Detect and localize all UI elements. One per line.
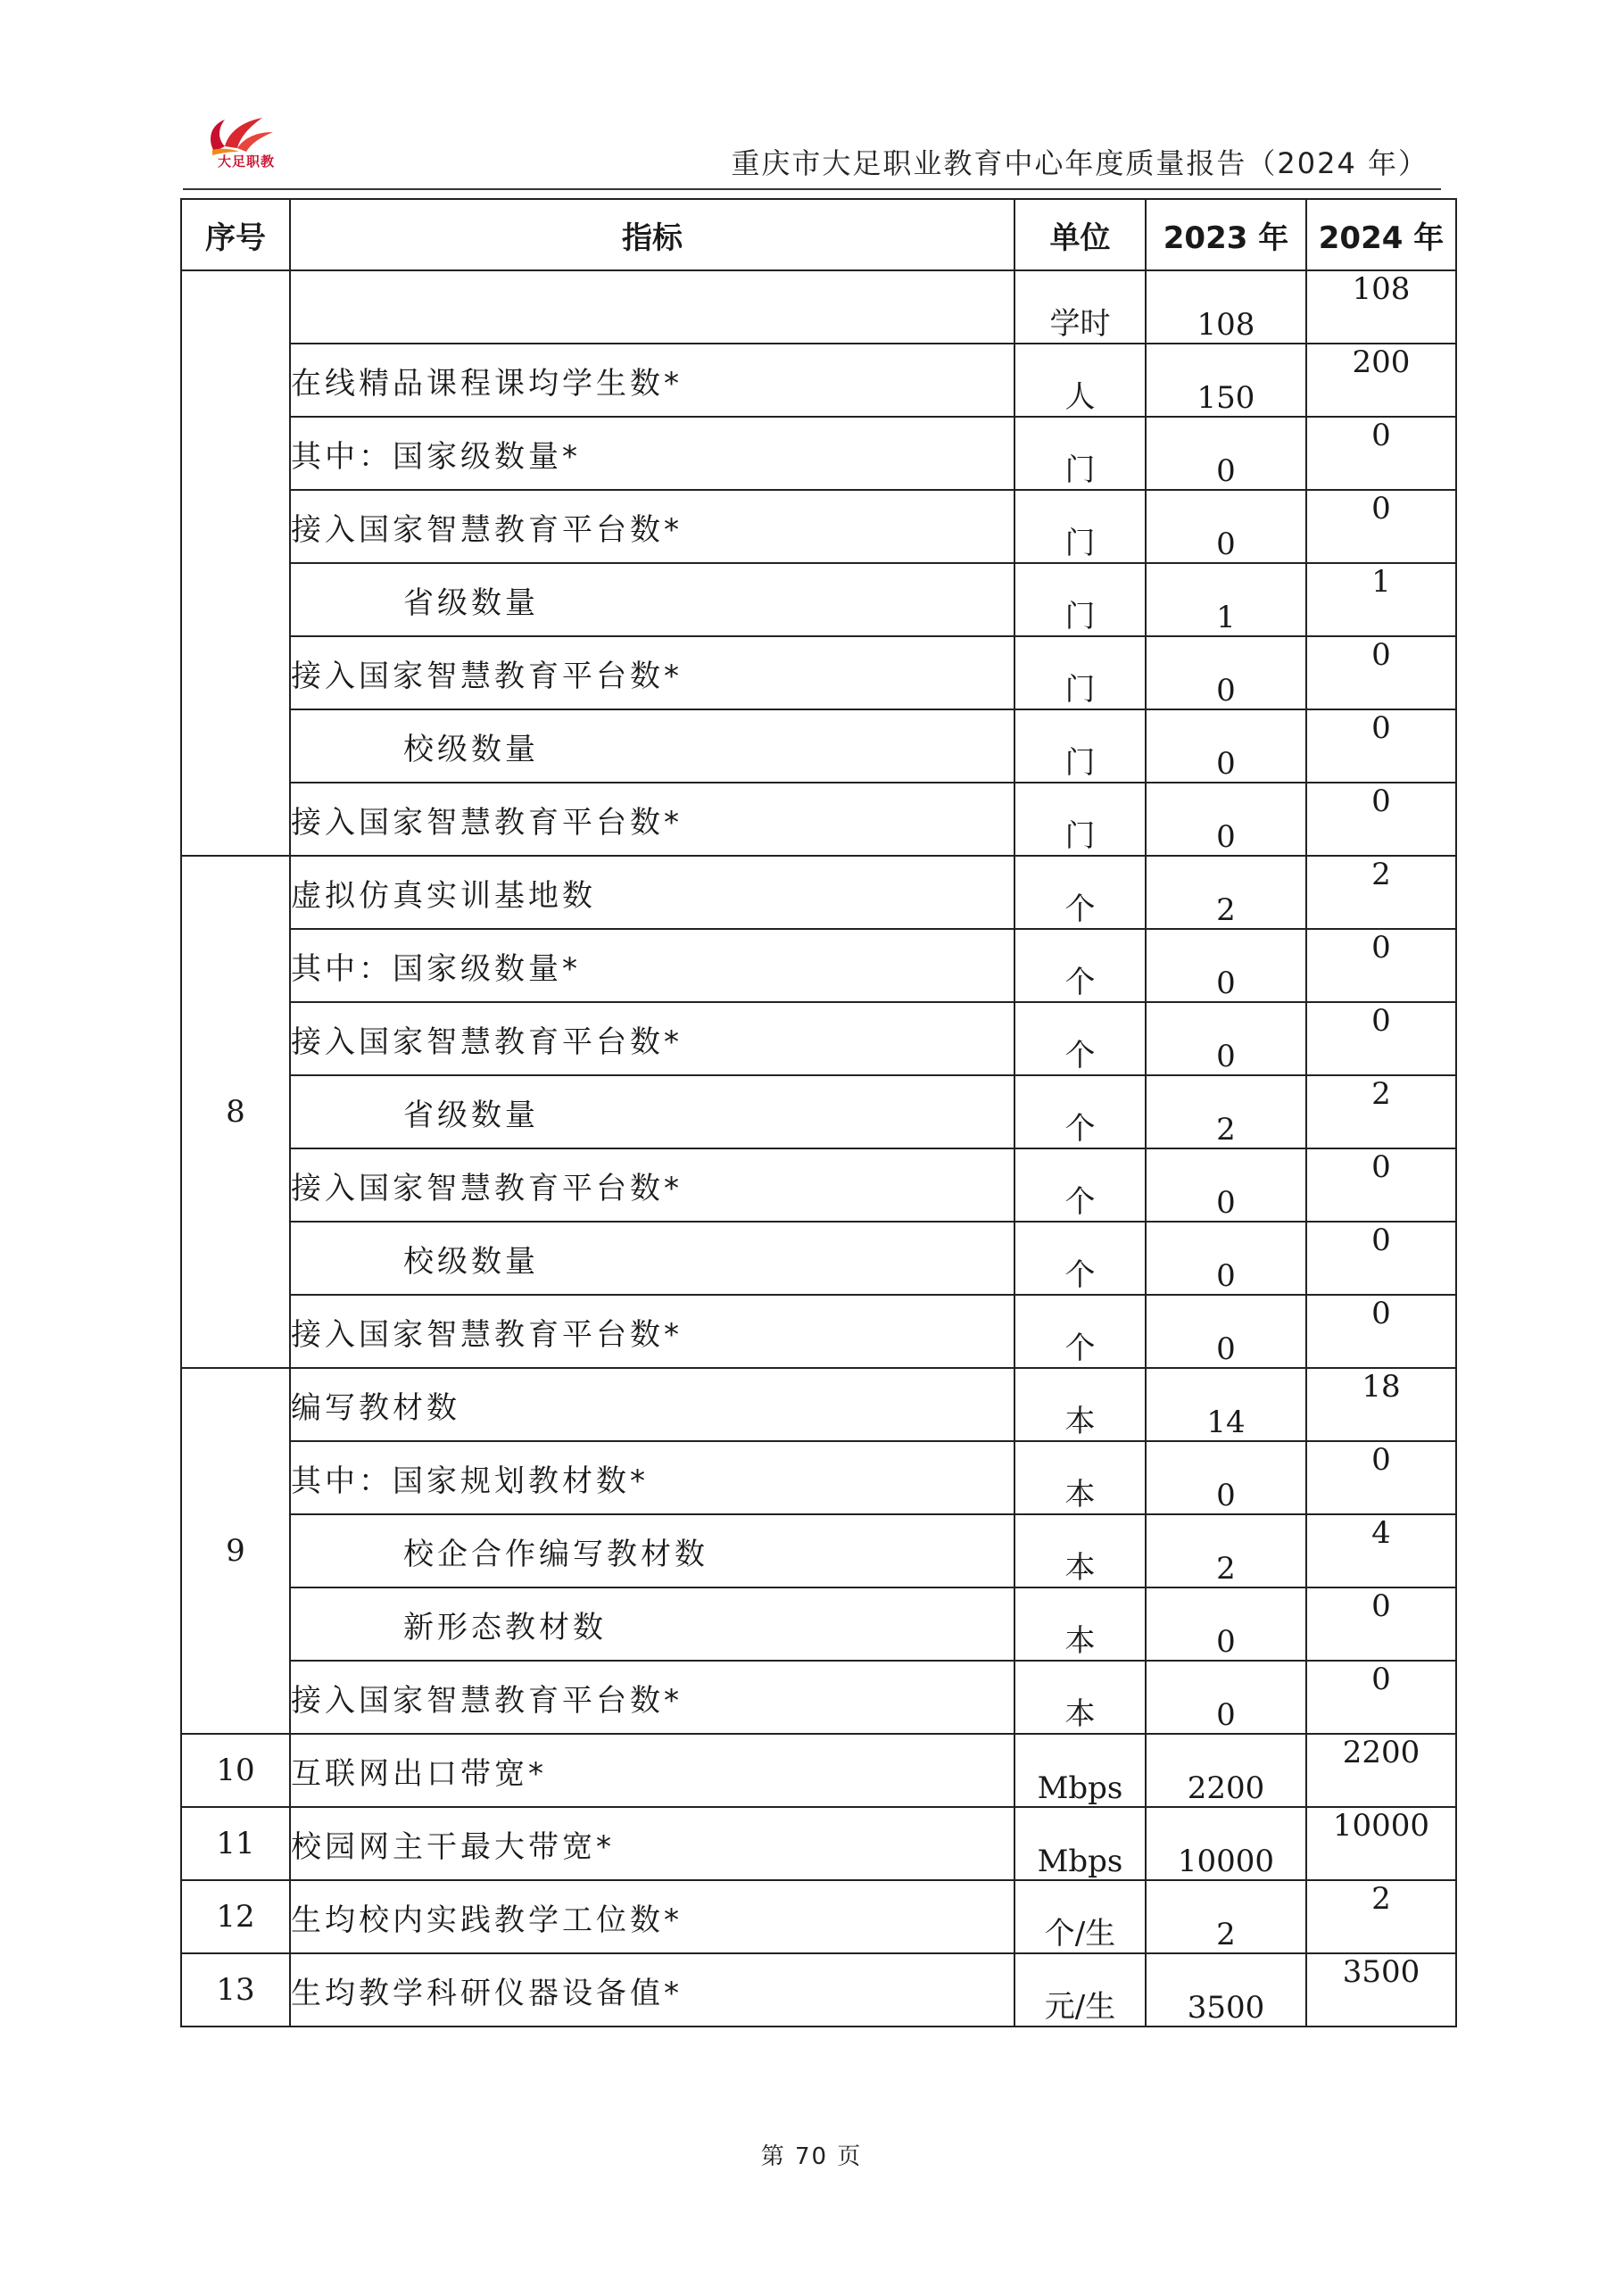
value-2023-cell: 2 xyxy=(1146,856,1306,929)
table-row xyxy=(181,1002,1456,1075)
value-2023-cell: 0 xyxy=(1146,783,1306,856)
value-2023-cell: 0 xyxy=(1146,1661,1306,1734)
value-2024-cell: 0 xyxy=(1306,1222,1456,1295)
indicator-cell xyxy=(290,270,1014,344)
header-divider xyxy=(183,188,1441,190)
value-2024-cell: 0 xyxy=(1306,490,1456,563)
table-row xyxy=(181,1148,1456,1222)
table-row xyxy=(181,1222,1456,1295)
header-seq: 序号 xyxy=(181,199,290,270)
report-header-title: 重庆市大足职业教育中心年度质量报告（2024 年） xyxy=(731,146,1428,180)
table-row xyxy=(181,1295,1456,1368)
indicator-cell: 其中：国家规划教材数* xyxy=(290,1441,1014,1514)
table-row xyxy=(181,1807,1456,1880)
value-2024-cell: 18 xyxy=(1306,1368,1456,1441)
logo-text: 大足职教 xyxy=(218,153,276,170)
school-logo xyxy=(198,112,291,182)
value-2023-cell: 0 xyxy=(1146,636,1306,709)
table-header-row xyxy=(181,199,1456,270)
indicator-cell: 接入国家智慧教育平台数* xyxy=(290,1295,1014,1368)
phoenix-logo-icon xyxy=(198,112,291,157)
unit-cell: 门 xyxy=(1014,490,1146,563)
table-row xyxy=(181,1514,1456,1587)
unit-cell: 门 xyxy=(1014,417,1146,490)
value-2023-cell: 14 xyxy=(1146,1368,1306,1441)
table-row xyxy=(181,1587,1456,1661)
indicator-cell: 校企合作编写教材数 xyxy=(290,1514,1014,1587)
table-row xyxy=(181,490,1456,563)
value-2023-cell: 2 xyxy=(1146,1514,1306,1587)
value-2024-cell: 0 xyxy=(1306,929,1456,1002)
row-seq-number: 10 xyxy=(181,1734,290,1807)
indicator-cell: 新形态教材数 xyxy=(290,1587,1014,1661)
indicator-table xyxy=(180,198,1457,2027)
indicator-cell: 在线精品课程课均学生数* xyxy=(290,344,1014,417)
row-seq-number: 9 xyxy=(181,1368,290,1734)
indicator-cell: 接入国家智慧教育平台数* xyxy=(290,1002,1014,1075)
unit-cell: 个 xyxy=(1014,1075,1146,1148)
value-2024-cell: 2 xyxy=(1306,1880,1456,1953)
value-2023-cell: 0 xyxy=(1146,1441,1306,1514)
value-2024-cell: 0 xyxy=(1306,1661,1456,1734)
unit-cell: 门 xyxy=(1014,563,1146,636)
header-2023: 2023 年 xyxy=(1146,199,1306,270)
value-2024-cell: 1 xyxy=(1306,563,1456,636)
value-2023-cell: 0 xyxy=(1146,417,1306,490)
value-2023-cell: 1 xyxy=(1146,563,1306,636)
unit-cell: 个/生 xyxy=(1014,1880,1146,1953)
value-2024-cell: 108 xyxy=(1306,270,1456,344)
row-seq-number: 8 xyxy=(181,856,290,1368)
value-2024-cell: 2 xyxy=(1306,856,1456,929)
value-2023-cell: 2 xyxy=(1146,1880,1306,1953)
indicator-cell: 接入国家智慧教育平台数* xyxy=(290,1661,1014,1734)
table-row xyxy=(181,709,1456,783)
value-2023-cell: 0 xyxy=(1146,1295,1306,1368)
header-2024: 2024 年 xyxy=(1306,199,1456,270)
value-2023-cell: 0 xyxy=(1146,1148,1306,1222)
value-2023-cell: 3500 xyxy=(1146,1953,1306,2027)
value-2024-cell: 0 xyxy=(1306,1587,1456,1661)
indicator-cell: 虚拟仿真实训基地数 xyxy=(290,856,1014,929)
indicator-cell: 省级数量 xyxy=(290,1075,1014,1148)
indicator-cell: 校级数量 xyxy=(290,1222,1014,1295)
indicator-cell: 接入国家智慧教育平台数* xyxy=(290,1148,1014,1222)
table-row xyxy=(181,856,1456,929)
value-2024-cell: 10000 xyxy=(1306,1807,1456,1880)
value-2024-cell: 3500 xyxy=(1306,1953,1456,2027)
value-2024-cell: 0 xyxy=(1306,1295,1456,1368)
unit-cell: 门 xyxy=(1014,709,1146,783)
row-seq-number xyxy=(181,270,290,856)
indicator-cell: 其中：国家级数量* xyxy=(290,417,1014,490)
value-2023-cell: 2 xyxy=(1146,1075,1306,1148)
value-2023-cell: 0 xyxy=(1146,1002,1306,1075)
table-row xyxy=(181,1734,1456,1807)
table-row xyxy=(181,1661,1456,1734)
value-2023-cell: 0 xyxy=(1146,490,1306,563)
table-row xyxy=(181,1441,1456,1514)
unit-cell: 人 xyxy=(1014,344,1146,417)
indicator-cell: 接入国家智慧教育平台数* xyxy=(290,636,1014,709)
indicator-cell: 省级数量 xyxy=(290,563,1014,636)
value-2024-cell: 2200 xyxy=(1306,1734,1456,1807)
table-row xyxy=(181,563,1456,636)
value-2023-cell: 0 xyxy=(1146,1587,1306,1661)
indicator-cell: 生均校内实践教学工位数* xyxy=(290,1880,1014,1953)
table-row xyxy=(181,1880,1456,1953)
value-2024-cell: 0 xyxy=(1306,783,1456,856)
unit-cell: 本 xyxy=(1014,1587,1146,1661)
value-2024-cell: 4 xyxy=(1306,1514,1456,1587)
unit-cell: 本 xyxy=(1014,1661,1146,1734)
value-2024-cell: 200 xyxy=(1306,344,1456,417)
unit-cell: 个 xyxy=(1014,1222,1146,1295)
table-row xyxy=(181,929,1456,1002)
unit-cell: 个 xyxy=(1014,856,1146,929)
value-2023-cell: 0 xyxy=(1146,709,1306,783)
table-row xyxy=(181,1368,1456,1441)
unit-cell: 个 xyxy=(1014,1148,1146,1222)
table-body xyxy=(181,270,1456,2027)
row-seq-number: 13 xyxy=(181,1953,290,2027)
row-seq-number: 11 xyxy=(181,1807,290,1880)
row-seq-number: 12 xyxy=(181,1880,290,1953)
value-2024-cell: 0 xyxy=(1306,1002,1456,1075)
value-2023-cell: 108 xyxy=(1146,270,1306,344)
value-2023-cell: 10000 xyxy=(1146,1807,1306,1880)
unit-cell: 门 xyxy=(1014,636,1146,709)
value-2024-cell: 0 xyxy=(1306,636,1456,709)
value-2024-cell: 2 xyxy=(1306,1075,1456,1148)
indicator-cell: 互联网出口带宽* xyxy=(290,1734,1014,1807)
unit-cell: Mbps xyxy=(1014,1734,1146,1807)
value-2023-cell: 0 xyxy=(1146,929,1306,1002)
table-row xyxy=(181,783,1456,856)
value-2024-cell: 0 xyxy=(1306,1148,1456,1222)
header-indicator: 指标 xyxy=(290,199,1014,270)
value-2024-cell: 0 xyxy=(1306,1441,1456,1514)
indicator-cell: 其中：国家级数量* xyxy=(290,929,1014,1002)
indicator-cell: 校园网主干最大带宽* xyxy=(290,1807,1014,1880)
unit-cell: 个 xyxy=(1014,1002,1146,1075)
unit-cell: 本 xyxy=(1014,1514,1146,1587)
indicator-cell: 编写教材数 xyxy=(290,1368,1014,1441)
header-unit: 单位 xyxy=(1014,199,1146,270)
value-2023-cell: 2200 xyxy=(1146,1734,1306,1807)
unit-cell: 本 xyxy=(1014,1441,1146,1514)
unit-cell: 元/生 xyxy=(1014,1953,1146,2027)
table-row xyxy=(181,417,1456,490)
unit-cell: 本 xyxy=(1014,1368,1146,1441)
indicator-cell: 接入国家智慧教育平台数* xyxy=(290,783,1014,856)
unit-cell: 学时 xyxy=(1014,270,1146,344)
table-row xyxy=(181,270,1456,344)
table-row xyxy=(181,1075,1456,1148)
indicator-cell: 生均教学科研仪器设备值* xyxy=(290,1953,1014,2027)
value-2024-cell: 0 xyxy=(1306,709,1456,783)
value-2023-cell: 0 xyxy=(1146,1222,1306,1295)
value-2024-cell: 0 xyxy=(1306,417,1456,490)
value-2023-cell: 150 xyxy=(1146,344,1306,417)
unit-cell: 个 xyxy=(1014,1295,1146,1368)
unit-cell: Mbps xyxy=(1014,1807,1146,1880)
unit-cell: 个 xyxy=(1014,929,1146,1002)
unit-cell: 门 xyxy=(1014,783,1146,856)
page-number: 第 70 页 xyxy=(760,2143,863,2170)
table-row xyxy=(181,636,1456,709)
indicator-cell: 校级数量 xyxy=(290,709,1014,783)
table-row xyxy=(181,344,1456,417)
indicator-cell: 接入国家智慧教育平台数* xyxy=(290,490,1014,563)
table-row xyxy=(181,1953,1456,2027)
